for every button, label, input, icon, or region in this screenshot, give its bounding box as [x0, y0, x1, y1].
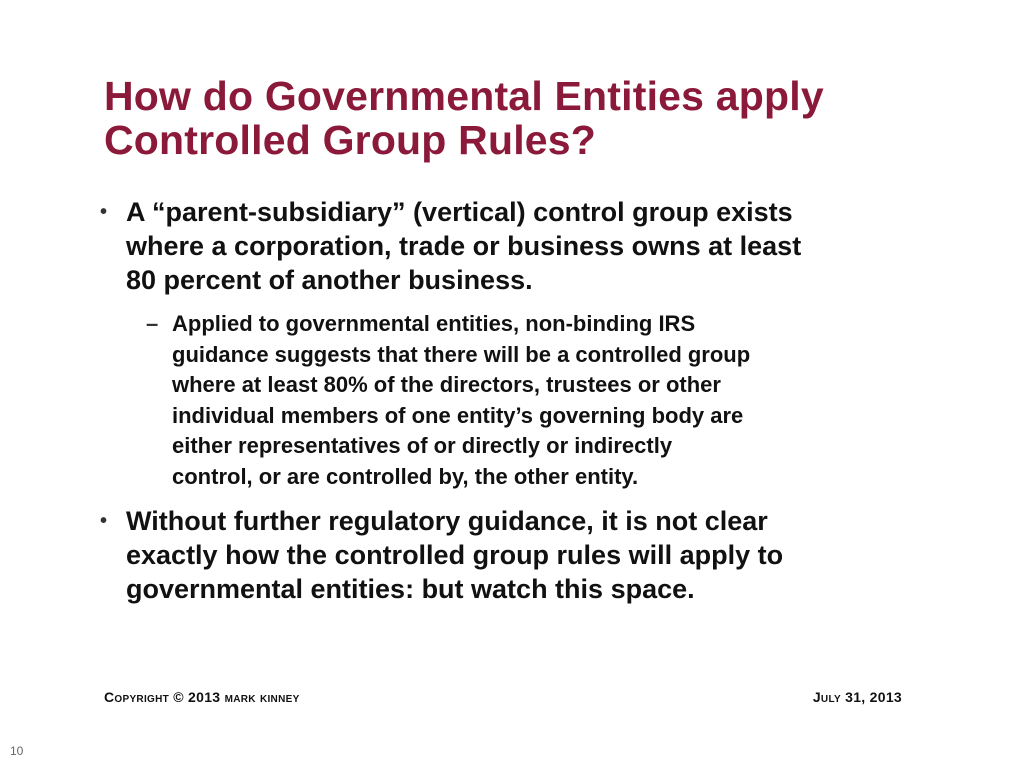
- bullet-text-line: governmental entities: but watch this space.: [126, 574, 695, 604]
- sub-bullet-text-line: control, or are controlled by, the other entity.: [172, 463, 639, 489]
- bullet-marker: •: [100, 510, 108, 532]
- slide-title-line: Controlled Group Rules?: [104, 117, 597, 163]
- footer-copyright: Copyright © 2013 mark kinney: [104, 689, 300, 705]
- bullet-item: [100, 195, 940, 297]
- sub-bullet-item: [146, 309, 940, 492]
- bullet-text-line: Without further regulatory guidance, it is not clear: [126, 506, 768, 536]
- slide-title: [104, 74, 964, 162]
- bullet-text-line: A “parent-subsidiary” (vertical) control group exists: [126, 197, 793, 227]
- sub-bullet-text-line: guidance suggests that there will be a controlled group: [172, 341, 751, 367]
- page-number: 10: [10, 744, 24, 758]
- bullet-text-line: 80 percent of another business.: [126, 265, 533, 295]
- slide-title-line: How do Governmental Entities apply: [104, 73, 824, 119]
- bullet-text-line: where a corporation, trade or business owns at least: [126, 231, 802, 261]
- sub-bullet-marker: –: [146, 311, 159, 336]
- bullet-text-line: exactly how the controlled group rules will apply to: [126, 540, 784, 570]
- footer-date: July 31, 2013: [812, 689, 902, 705]
- sub-bullet-text-line: either representatives of or directly or indirectly: [172, 433, 673, 458]
- sub-bullet-text-line: where at least 80% of the directors, trustees or other: [172, 372, 721, 397]
- sub-bullet-text-line: Applied to governmental entities, non-binding IRS: [172, 311, 696, 336]
- slide-body: [100, 195, 940, 606]
- bullet-item: [100, 504, 940, 606]
- bullet-marker: •: [100, 201, 108, 223]
- sub-bullet-text-line: individual members of one entity’s governing body are: [172, 402, 744, 428]
